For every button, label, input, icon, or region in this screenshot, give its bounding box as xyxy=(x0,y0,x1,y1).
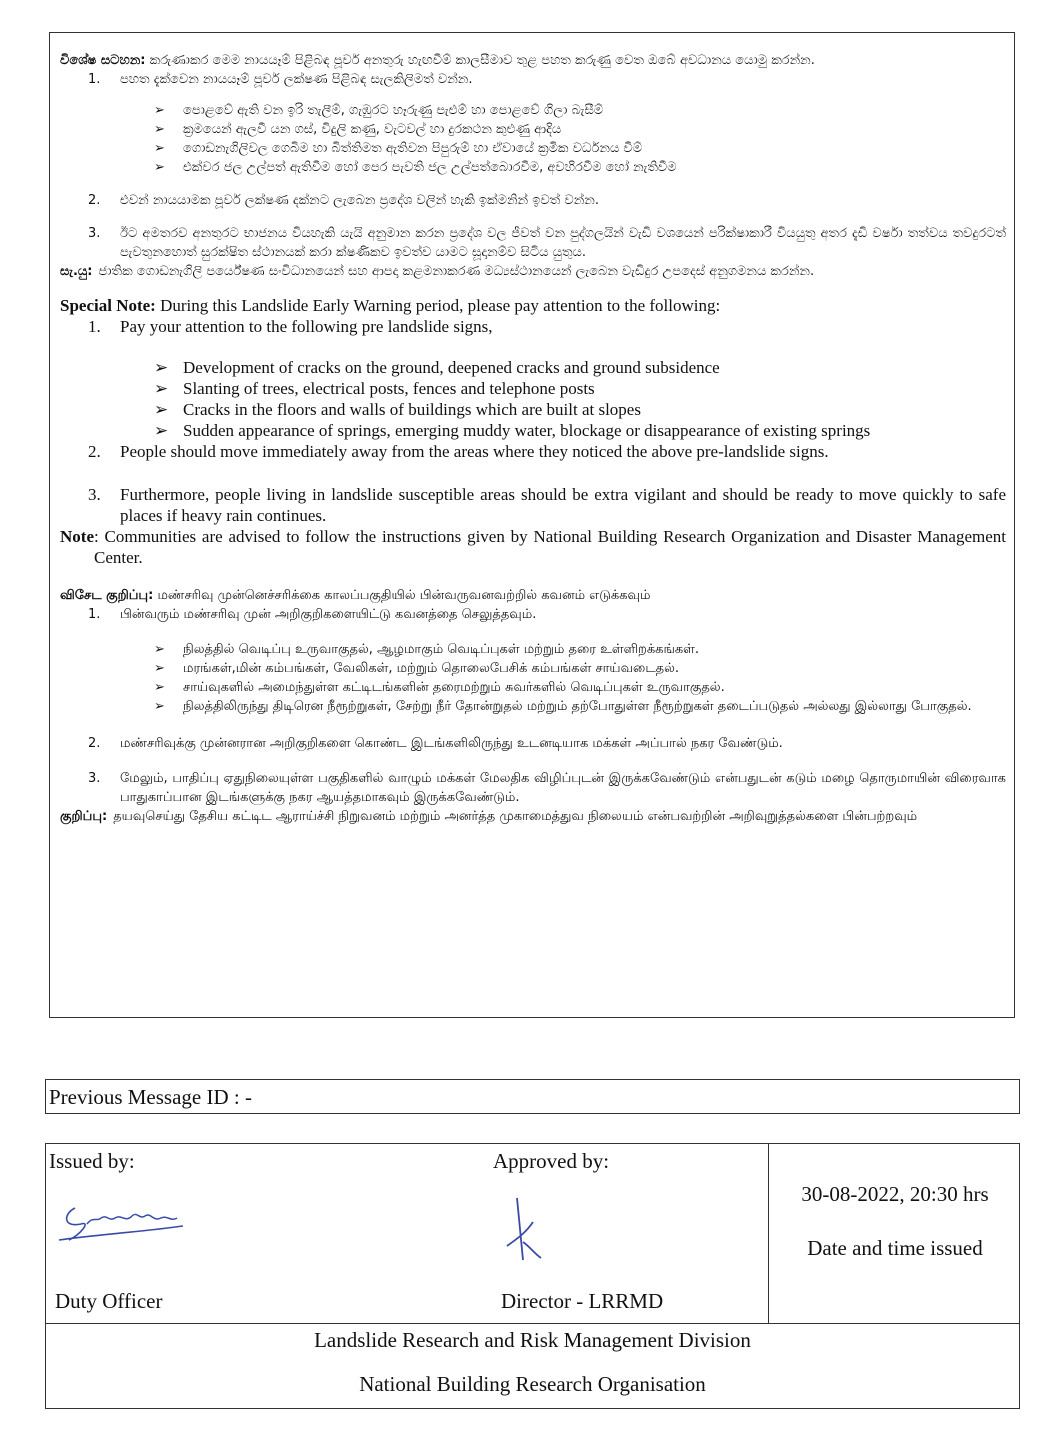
item-text: එවන් නායයාමක පූර්ව ලක්ෂණ දක්නට ලැබෙන ප්‍රදේශ වලින් හැකි ඉක්මනින් ඉවත් වන්න. xyxy=(120,193,599,208)
item-number: 2. xyxy=(88,736,101,751)
arrow-bullet-icon: ➢ xyxy=(154,122,165,137)
item-number: 3. xyxy=(88,226,101,241)
item-text: Furthermore, people living in landslide susceptible areas should be extra vigilant and should be ready to move quickly to safe places if heavy rain continues. xyxy=(120,485,1006,525)
list-item xyxy=(154,139,1006,158)
tamil-item-1 xyxy=(88,605,1006,624)
arrow-bullet-icon: ➢ xyxy=(154,379,169,398)
sinhala-special-text: කරුණාකර මෙම නායයෑම් පිළිබඳ පූර්ව අනතුරු හැඟවීම් කාලසීමාව තුළ පහත කරුණු වෙත ඔබේ අවධානය යොමු කරන්න. xyxy=(149,53,815,68)
tamil-special-text: மண்சரிவு முன்னெச்சரிக்கை காலப்பகுதியில் பின்வருவனவற்றில் கவனம் எடுக்கவும் xyxy=(157,588,651,603)
item-text: පහත දැක්වෙන නායයෑම් පූර්ව ලක්ෂණ පිළිබඳ සැලකිලිමත් වන්න. xyxy=(120,72,473,87)
arrow-bullet-icon: ➢ xyxy=(154,103,165,118)
list-item xyxy=(154,120,1006,139)
column-divider xyxy=(768,1144,769,1324)
english-bullet-list xyxy=(154,357,1006,441)
item-text: ඊට අමතරව අනතුරට භාජනය වියහැකි යැයි අනුමාන කරන ප්‍රදේශ වල ජීවත් වන පුද්ගලයින් වැඩි වශයෙන් පරික්ෂාකාරී වියයුතු අතර දැඩි වර්ෂා තත්වය තවදුරටත් පැවතුනහොත් සුරක්ෂිත ස්ථානයක් කරා ක්ෂණිකව ඉවත්ව යාමට සූදානම්ව සිටිය යුතුය. xyxy=(120,226,1006,260)
organisation-name: National Building Research Organisation xyxy=(359,1372,706,1396)
item-number: 1. xyxy=(88,72,101,87)
previous-message-id: Previous Message ID : - xyxy=(49,1085,252,1109)
sinhala-special-note xyxy=(60,51,1006,70)
item-number: 2. xyxy=(88,442,101,461)
tamil-special-label: விசேட குறிப்பு: xyxy=(60,588,154,603)
list-item xyxy=(154,659,1006,678)
list-item xyxy=(154,378,1006,399)
issued-by-label: Issued by: xyxy=(49,1149,135,1173)
tamil-section xyxy=(60,586,1006,826)
director-signature xyxy=(499,1194,555,1264)
tamil-bullet-list xyxy=(154,640,1006,716)
list-item xyxy=(154,640,1006,659)
bullet-text: நிலத்திலிருந்து திடிரென நீரூற்றுகள், சேற்று நீர் தோன்றுதல் மற்றும் தற்போதுள்ள நீரூற்றுகள் தடைப்படுதல் அல்லது இல்லாது போகுதல். xyxy=(183,699,972,714)
list-item xyxy=(154,420,1006,441)
list-item xyxy=(154,101,1006,120)
sinhala-item-1 xyxy=(88,70,1006,89)
bullet-text: மரங்கள்,மின் கம்பங்கள், வேலிகள், மற்றும் தொலைபேசிக் கம்பங்கள் சாய்வடைதல். xyxy=(183,661,680,676)
list-item xyxy=(154,678,1006,697)
item-number: 1. xyxy=(88,317,101,336)
arrow-bullet-icon: ➢ xyxy=(154,358,169,377)
sinhala-bullet-list xyxy=(154,101,1006,177)
sinhala-item-3 xyxy=(88,224,1006,262)
bullet-text: එක්වර ජල උල්පත් ඇතිවීම හෝ පෙර පැවති ජල උල්පත්බොරවීම, අවහිරවීම හෝ නැතිවීම xyxy=(183,160,677,175)
tamil-item-3 xyxy=(88,769,1006,807)
sinhala-section xyxy=(60,51,1006,281)
list-item xyxy=(154,399,1006,420)
director-label: Director - LRRMD xyxy=(501,1289,664,1313)
bullet-text: Development of cracks on the ground, deepened cracks and ground subsidence xyxy=(183,358,720,377)
bullet-text: Cracks in the floors and walls of buildings which are built at slopes xyxy=(183,400,641,419)
sinhala-note xyxy=(60,262,1006,281)
division-name: Landslide Research and Risk Management Division xyxy=(314,1328,751,1352)
duty-officer-signature xyxy=(51,1188,191,1250)
item-number: 3. xyxy=(88,771,101,786)
item-text: Pay your attention to the following pre landslide signs, xyxy=(120,317,493,336)
tamil-note xyxy=(60,807,1006,826)
sinhala-item-2 xyxy=(88,191,1006,210)
item-number: 1. xyxy=(88,607,101,622)
bullet-text: ගොඩනැගිලිවල ගෙබිම හා බිත්තිමත ඇතිවන පිපුරුම් හා ඒවායේ ක්‍රමික වර්ධනය වීම් xyxy=(183,141,643,156)
notice-box xyxy=(49,32,1015,1018)
sinhala-special-label: විශේෂ සටහන: xyxy=(60,53,146,68)
footer-box xyxy=(45,1323,1020,1409)
date-time-label: Date and time issued xyxy=(807,1236,983,1260)
list-item xyxy=(154,158,1006,177)
arrow-bullet-icon: ➢ xyxy=(154,141,165,156)
approved-by-label: Approved by: xyxy=(493,1149,610,1173)
signature-block xyxy=(45,1143,1020,1323)
english-section xyxy=(60,295,1006,568)
item-number: 3. xyxy=(88,485,101,504)
item-number: 2. xyxy=(88,193,101,208)
arrow-bullet-icon: ➢ xyxy=(154,699,165,714)
previous-message-box xyxy=(45,1079,1020,1114)
arrow-bullet-icon: ➢ xyxy=(154,400,169,419)
bullet-text: Slanting of trees, electrical posts, fences and telephone posts xyxy=(183,379,595,398)
arrow-bullet-icon: ➢ xyxy=(154,642,165,657)
english-special-note xyxy=(60,295,1006,316)
english-item-3 xyxy=(88,484,1006,526)
english-item-1 xyxy=(88,316,1006,337)
bullet-text: சாய்வுகளில் அமைந்துள்ள கட்டிடங்களின் தரைமற்றும் சுவர்களில் வெடிப்புகள் உருவாகுதல். xyxy=(183,680,725,695)
issued-datetime: 30-08-2022, 20:30 hrs xyxy=(801,1182,989,1206)
list-item xyxy=(154,357,1006,378)
item-text: பின்வரும் மண்சரிவு முன் அறிகுறிகளையிட்டு கவனத்தை செலுத்தவும். xyxy=(120,607,537,622)
item-text: மண்சரிவுக்கு முன்னரான அறிகுறிகளை கொண்ட இடங்களிலிருந்து உடனடியாக மக்கள் அப்பால் நகர வேண்டும். xyxy=(120,736,783,751)
note-text: தயவுசெய்து தேசிய கட்டிட ஆராய்ச்சி நிறுவனம் மற்றும் அனர்த்த முகாமைத்துவ நிலையம் என்பவற்றின் அறிவுறுத்தல்களை பின்பற்றவும் xyxy=(113,809,918,824)
bullet-text: நிலத்தில் வெடிப்பு உருவாகுதல், ஆழமாகும் வெடிப்புகள் மற்றும் தரை உள்ளிறக்கங்கள். xyxy=(183,642,700,657)
note-label: සැ.යු: xyxy=(60,264,93,279)
tamil-special-note xyxy=(60,586,1006,605)
list-item xyxy=(154,697,1006,716)
arrow-bullet-icon: ➢ xyxy=(154,680,165,695)
english-item-2 xyxy=(88,441,1006,462)
arrow-bullet-icon: ➢ xyxy=(154,160,165,175)
note-text: ජාතික ගොඩනැගිලි පර්යේෂණ සංවිධානයෙන් සහ ආපදා කළමනාකරණ මධ්‍යස්ථානයෙන් ලැබෙන වැඩිදුර උපදෙස් අනුගමනය කරන්න. xyxy=(98,264,815,279)
bullet-text: ක්‍රමයෙන් ඇලවී යන ගස්, විදුලි කණු, වැටවල් හා දුරකථන කුළුණු ආදිය xyxy=(183,122,562,137)
note-text: : Communities are advised to follow the instructions given by National Building Research Organization and Disaster Management Center. xyxy=(93,527,1006,567)
english-note xyxy=(60,526,1006,568)
bullet-text: පොළවේ ඇති වන ඉරි තැලීම්, ගැඹුරට හෑරුණු පැළුම් හා පොළවේ ගිලා බැසීම් xyxy=(183,103,604,118)
english-special-text: During this Landslide Early Warning period, please pay attention to the following: xyxy=(160,296,721,315)
tamil-item-2 xyxy=(88,734,1006,753)
arrow-bullet-icon: ➢ xyxy=(154,661,165,676)
bullet-text: Sudden appearance of springs, emerging muddy water, blockage or disappearance of existing springs xyxy=(183,421,871,440)
note-label: குறிப்பு: xyxy=(60,809,108,824)
item-text: மேலும், பாதிப்பு ஏதுநிலையுள்ள பகுதிகளில் வாழும் மக்கள் மேலதிக விழிப்புடன் இருக்கவேண்டும் என்பதுடன் கடும் மழை தொருமாயின் விரைவாக பாதுகாப்பான இடங்களுக்கு நகர ஆயத்தமாகவும் இருக்கவேண்டும். xyxy=(120,771,1006,805)
arrow-bullet-icon: ➢ xyxy=(154,421,169,440)
note-label: Note xyxy=(60,527,94,546)
duty-officer-label: Duty Officer xyxy=(55,1289,163,1313)
item-text: People should move immediately away from the areas where they noticed the above pre-landslide signs. xyxy=(120,442,829,461)
english-special-label: Special Note: xyxy=(60,296,156,315)
